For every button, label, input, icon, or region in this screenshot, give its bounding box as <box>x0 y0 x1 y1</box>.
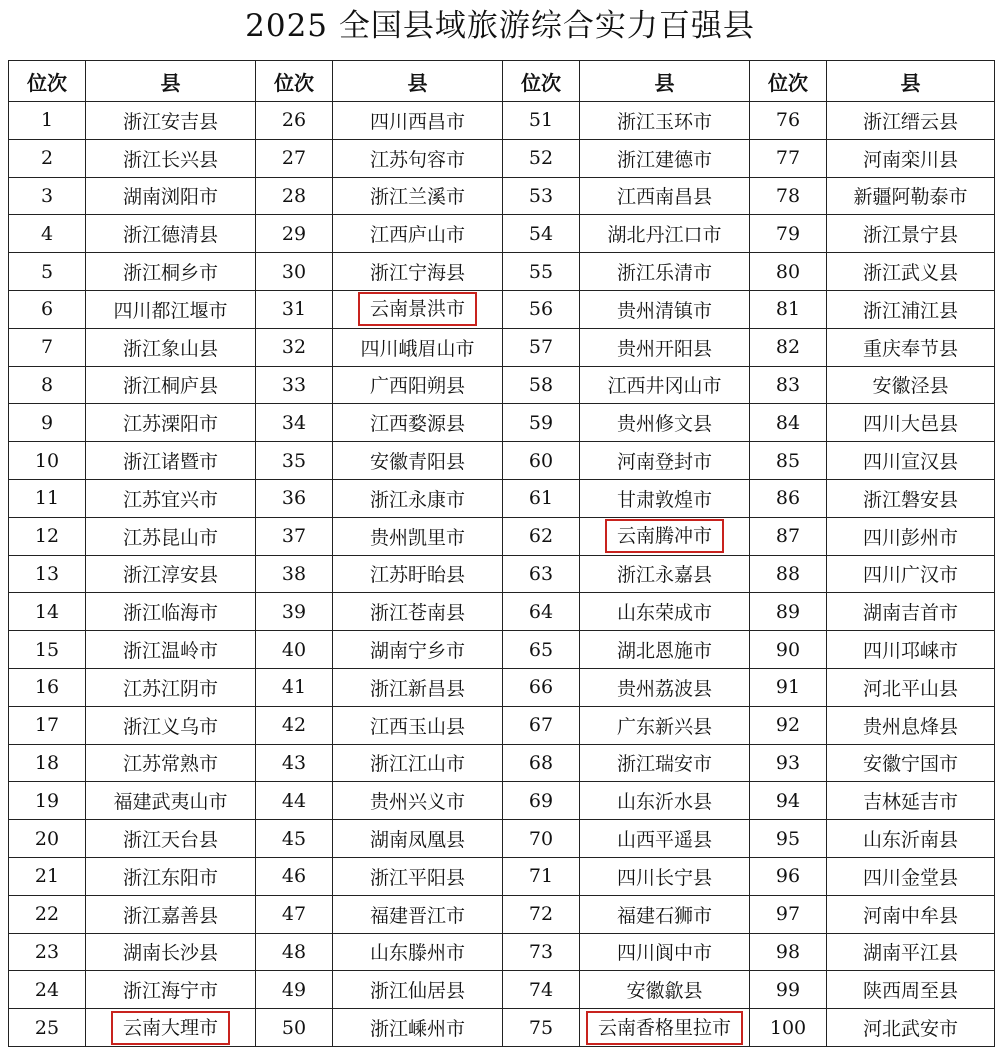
rank-cell: 1 <box>9 102 86 140</box>
rank-cell: 2 <box>9 139 86 177</box>
rank-cell: 73 <box>503 933 580 971</box>
rank-cell: 22 <box>9 895 86 933</box>
table-row <box>9 404 995 442</box>
county-cell: 江苏溧阳市 <box>86 404 256 442</box>
county-cell: 浙江新昌县 <box>333 668 503 706</box>
rank-cell: 52 <box>503 139 580 177</box>
table-row <box>9 895 995 933</box>
rank-cell: 60 <box>503 442 580 480</box>
table-row <box>9 782 995 820</box>
county-header: 县 <box>827 61 995 102</box>
county-cell: 山东滕州市 <box>333 933 503 971</box>
table-row <box>9 177 995 215</box>
county-header: 县 <box>333 61 503 102</box>
rank-cell: 17 <box>9 706 86 744</box>
county-cell: 浙江平阳县 <box>333 857 503 895</box>
county-cell: 山东沂南县 <box>827 820 995 858</box>
county-cell: 山西平遥县 <box>580 820 750 858</box>
county-cell: 湖南浏阳市 <box>86 177 256 215</box>
rank-cell: 31 <box>256 290 333 328</box>
county-cell: 江西玉山县 <box>333 706 503 744</box>
rank-cell: 86 <box>750 479 827 517</box>
rank-cell: 93 <box>750 744 827 782</box>
rank-cell: 82 <box>750 328 827 366</box>
rank-cell: 94 <box>750 782 827 820</box>
rank-cell: 15 <box>9 631 86 669</box>
rank-cell: 75 <box>503 1009 580 1047</box>
rank-cell: 36 <box>256 479 333 517</box>
county-cell: 贵州修文县 <box>580 404 750 442</box>
county-cell: 甘肃敦煌市 <box>580 479 750 517</box>
rank-cell: 38 <box>256 555 333 593</box>
rank-cell: 48 <box>256 933 333 971</box>
county-cell: 四川宣汉县 <box>827 442 995 480</box>
county-cell: 浙江淳安县 <box>86 555 256 593</box>
rank-cell: 13 <box>9 555 86 593</box>
county-cell: 浙江永嘉县 <box>580 555 750 593</box>
highlighted-county: 云南大理市 <box>111 1011 230 1045</box>
county-cell: 江西婺源县 <box>333 404 503 442</box>
rank-cell: 88 <box>750 555 827 593</box>
county-cell: 湖南吉首市 <box>827 593 995 631</box>
rank-cell: 85 <box>750 442 827 480</box>
county-cell: 江苏常熟市 <box>86 744 256 782</box>
county-cell: 湖南平江县 <box>827 933 995 971</box>
rank-cell: 76 <box>750 102 827 140</box>
rank-cell: 24 <box>9 971 86 1009</box>
county-cell: 江西井冈山市 <box>580 366 750 404</box>
rank-cell: 83 <box>750 366 827 404</box>
county-cell: 重庆奉节县 <box>827 328 995 366</box>
county-cell: 浙江海宁市 <box>86 971 256 1009</box>
county-cell: 吉林延吉市 <box>827 782 995 820</box>
county-cell: 湖北丹江口市 <box>580 215 750 253</box>
rank-cell: 40 <box>256 631 333 669</box>
county-cell: 浙江瑞安市 <box>580 744 750 782</box>
county-cell: 四川都江堰市 <box>86 290 256 328</box>
rank-cell: 51 <box>503 102 580 140</box>
rank-cell: 45 <box>256 820 333 858</box>
rank-header: 位次 <box>503 61 580 102</box>
rank-cell: 18 <box>9 744 86 782</box>
rank-header: 位次 <box>750 61 827 102</box>
county-cell: 四川西昌市 <box>333 102 503 140</box>
county-cell: 四川彭州市 <box>827 517 995 555</box>
rank-cell: 57 <box>503 328 580 366</box>
county-cell: 江苏江阴市 <box>86 668 256 706</box>
rank-cell: 63 <box>503 555 580 593</box>
rank-cell: 32 <box>256 328 333 366</box>
county-cell: 江苏句容市 <box>333 139 503 177</box>
table-row <box>9 253 995 291</box>
rank-cell: 81 <box>750 290 827 328</box>
table-row <box>9 706 995 744</box>
rank-cell: 4 <box>9 215 86 253</box>
county-cell: 江苏盱眙县 <box>333 555 503 593</box>
rank-cell: 33 <box>256 366 333 404</box>
county-header: 县 <box>86 61 256 102</box>
rank-cell: 30 <box>256 253 333 291</box>
rank-cell: 77 <box>750 139 827 177</box>
rank-cell: 78 <box>750 177 827 215</box>
county-cell: 四川广汉市 <box>827 555 995 593</box>
rank-cell: 65 <box>503 631 580 669</box>
county-cell: 广东新兴县 <box>580 706 750 744</box>
rank-cell: 46 <box>256 857 333 895</box>
table-row <box>9 215 995 253</box>
rank-cell: 90 <box>750 631 827 669</box>
county-cell: 安徽宁国市 <box>827 744 995 782</box>
rank-cell: 72 <box>503 895 580 933</box>
rank-cell: 71 <box>503 857 580 895</box>
rank-cell: 61 <box>503 479 580 517</box>
table-row <box>9 593 995 631</box>
county-cell: 浙江安吉县 <box>86 102 256 140</box>
county-cell: 山东荣成市 <box>580 593 750 631</box>
rank-cell: 91 <box>750 668 827 706</box>
rank-cell: 23 <box>9 933 86 971</box>
county-cell: 安徽青阳县 <box>333 442 503 480</box>
rank-cell: 20 <box>9 820 86 858</box>
rank-cell: 12 <box>9 517 86 555</box>
table-row <box>9 933 995 971</box>
rank-cell: 47 <box>256 895 333 933</box>
rank-cell: 34 <box>256 404 333 442</box>
rank-cell: 69 <box>503 782 580 820</box>
county-cell: 贵州开阳县 <box>580 328 750 366</box>
rank-header: 位次 <box>9 61 86 102</box>
table-row <box>9 555 995 593</box>
county-cell: 福建武夷山市 <box>86 782 256 820</box>
county-cell: 浙江嵊州市 <box>333 1009 503 1047</box>
rank-cell: 98 <box>750 933 827 971</box>
county-cell: 江苏宜兴市 <box>86 479 256 517</box>
county-cell: 浙江玉环市 <box>580 102 750 140</box>
table-row <box>9 744 995 782</box>
rank-cell: 19 <box>9 782 86 820</box>
county-cell: 浙江建德市 <box>580 139 750 177</box>
county-cell: 湖南长沙县 <box>86 933 256 971</box>
rank-cell: 74 <box>503 971 580 1009</box>
highlighted-county: 云南香格里拉市 <box>586 1011 743 1045</box>
county-cell: 河南栾川县 <box>827 139 995 177</box>
county-cell: 浙江江山市 <box>333 744 503 782</box>
county-cell: 江西南昌县 <box>580 177 750 215</box>
county-cell: 浙江德清县 <box>86 215 256 253</box>
rank-cell: 25 <box>9 1009 86 1047</box>
county-cell: 贵州凯里市 <box>333 517 503 555</box>
table-row <box>9 479 995 517</box>
county-cell: 河北平山县 <box>827 668 995 706</box>
county-cell: 浙江兰溪市 <box>333 177 503 215</box>
county-cell: 广西阳朔县 <box>333 366 503 404</box>
ranking-table <box>8 60 995 1047</box>
rank-cell: 5 <box>9 253 86 291</box>
rank-cell: 80 <box>750 253 827 291</box>
page-title: 2025 全国县域旅游综合实力百强县 <box>245 8 755 44</box>
rank-cell: 29 <box>256 215 333 253</box>
rank-cell: 8 <box>9 366 86 404</box>
rank-cell: 66 <box>503 668 580 706</box>
rank-cell: 53 <box>503 177 580 215</box>
county-cell: 浙江宁海县 <box>333 253 503 291</box>
rank-cell: 28 <box>256 177 333 215</box>
rank-cell: 58 <box>503 366 580 404</box>
county-cell: 浙江缙云县 <box>827 102 995 140</box>
rank-cell: 87 <box>750 517 827 555</box>
county-cell: 四川大邑县 <box>827 404 995 442</box>
table-row <box>9 139 995 177</box>
county-cell: 浙江桐乡市 <box>86 253 256 291</box>
county-cell: 江苏昆山市 <box>86 517 256 555</box>
rank-cell: 68 <box>503 744 580 782</box>
county-cell: 四川邛崃市 <box>827 631 995 669</box>
table-row <box>9 631 995 669</box>
rank-cell: 16 <box>9 668 86 706</box>
county-cell: 浙江象山县 <box>86 328 256 366</box>
rank-cell: 26 <box>256 102 333 140</box>
rank-cell: 10 <box>9 442 86 480</box>
rank-cell: 84 <box>750 404 827 442</box>
county-cell: 河南登封市 <box>580 442 750 480</box>
county-cell: 浙江景宁县 <box>827 215 995 253</box>
county-cell <box>333 290 503 328</box>
highlighted-county: 云南腾冲市 <box>605 519 724 553</box>
rank-cell: 3 <box>9 177 86 215</box>
rank-cell: 95 <box>750 820 827 858</box>
county-cell: 浙江武义县 <box>827 253 995 291</box>
rank-cell: 44 <box>256 782 333 820</box>
rank-cell: 9 <box>9 404 86 442</box>
rank-cell: 6 <box>9 290 86 328</box>
county-cell: 浙江诸暨市 <box>86 442 256 480</box>
county-cell: 浙江天台县 <box>86 820 256 858</box>
table-row <box>9 442 995 480</box>
county-cell: 新疆阿勒泰市 <box>827 177 995 215</box>
county-cell <box>580 1009 750 1047</box>
county-cell: 江西庐山市 <box>333 215 503 253</box>
rank-cell: 79 <box>750 215 827 253</box>
rank-cell: 7 <box>9 328 86 366</box>
county-cell: 贵州兴义市 <box>333 782 503 820</box>
county-cell: 四川长宁县 <box>580 857 750 895</box>
county-cell: 湖南凤凰县 <box>333 820 503 858</box>
rank-cell: 55 <box>503 253 580 291</box>
county-cell: 河北武安市 <box>827 1009 995 1047</box>
rank-cell: 37 <box>256 517 333 555</box>
rank-cell: 99 <box>750 971 827 1009</box>
county-cell: 河南中牟县 <box>827 895 995 933</box>
county-cell: 浙江浦江县 <box>827 290 995 328</box>
county-cell: 浙江临海市 <box>86 593 256 631</box>
rank-cell: 27 <box>256 139 333 177</box>
county-cell: 湖南宁乡市 <box>333 631 503 669</box>
county-cell: 浙江磐安县 <box>827 479 995 517</box>
header-row <box>9 61 995 102</box>
county-cell: 四川峨眉山市 <box>333 328 503 366</box>
rank-header: 位次 <box>256 61 333 102</box>
rank-cell: 92 <box>750 706 827 744</box>
table-row <box>9 668 995 706</box>
county-cell: 山东沂水县 <box>580 782 750 820</box>
county-cell: 浙江桐庐县 <box>86 366 256 404</box>
rank-cell: 39 <box>256 593 333 631</box>
county-cell: 四川金堂县 <box>827 857 995 895</box>
county-cell: 贵州荔波县 <box>580 668 750 706</box>
rank-cell: 21 <box>9 857 86 895</box>
rank-cell: 56 <box>503 290 580 328</box>
rank-cell: 97 <box>750 895 827 933</box>
county-cell: 湖北恩施市 <box>580 631 750 669</box>
rank-cell: 100 <box>750 1009 827 1047</box>
rank-cell: 11 <box>9 479 86 517</box>
county-cell: 浙江苍南县 <box>333 593 503 631</box>
county-cell: 浙江东阳市 <box>86 857 256 895</box>
rank-cell: 64 <box>503 593 580 631</box>
county-cell <box>580 517 750 555</box>
county-cell: 浙江乐清市 <box>580 253 750 291</box>
table-row <box>9 971 995 1009</box>
rank-cell: 49 <box>256 971 333 1009</box>
county-cell: 浙江长兴县 <box>86 139 256 177</box>
county-cell: 福建晋江市 <box>333 895 503 933</box>
table-row <box>9 1009 995 1047</box>
table-row <box>9 857 995 895</box>
rank-cell: 50 <box>256 1009 333 1047</box>
rank-cell: 96 <box>750 857 827 895</box>
county-cell: 安徽泾县 <box>827 366 995 404</box>
rank-cell: 35 <box>256 442 333 480</box>
rank-cell: 42 <box>256 706 333 744</box>
county-cell: 浙江嘉善县 <box>86 895 256 933</box>
rank-cell: 43 <box>256 744 333 782</box>
rank-cell: 67 <box>503 706 580 744</box>
county-cell: 浙江义乌市 <box>86 706 256 744</box>
county-cell: 贵州清镇市 <box>580 290 750 328</box>
county-cell: 安徽歙县 <box>580 971 750 1009</box>
county-cell: 浙江温岭市 <box>86 631 256 669</box>
table-row <box>9 366 995 404</box>
county-cell <box>86 1009 256 1047</box>
county-cell: 浙江仙居县 <box>333 971 503 1009</box>
table-row <box>9 517 995 555</box>
county-cell: 贵州息烽县 <box>827 706 995 744</box>
rank-cell: 89 <box>750 593 827 631</box>
table-row <box>9 290 995 328</box>
table-row <box>9 328 995 366</box>
table-row <box>9 820 995 858</box>
highlighted-county: 云南景洪市 <box>358 292 477 326</box>
rank-cell: 41 <box>256 668 333 706</box>
county-cell: 四川阆中市 <box>580 933 750 971</box>
county-cell: 陕西周至县 <box>827 971 995 1009</box>
county-header: 县 <box>580 61 750 102</box>
rank-cell: 54 <box>503 215 580 253</box>
rank-cell: 14 <box>9 593 86 631</box>
county-cell: 浙江永康市 <box>333 479 503 517</box>
rank-cell: 62 <box>503 517 580 555</box>
rank-cell: 59 <box>503 404 580 442</box>
table-row <box>9 102 995 140</box>
county-cell: 福建石狮市 <box>580 895 750 933</box>
rank-cell: 70 <box>503 820 580 858</box>
